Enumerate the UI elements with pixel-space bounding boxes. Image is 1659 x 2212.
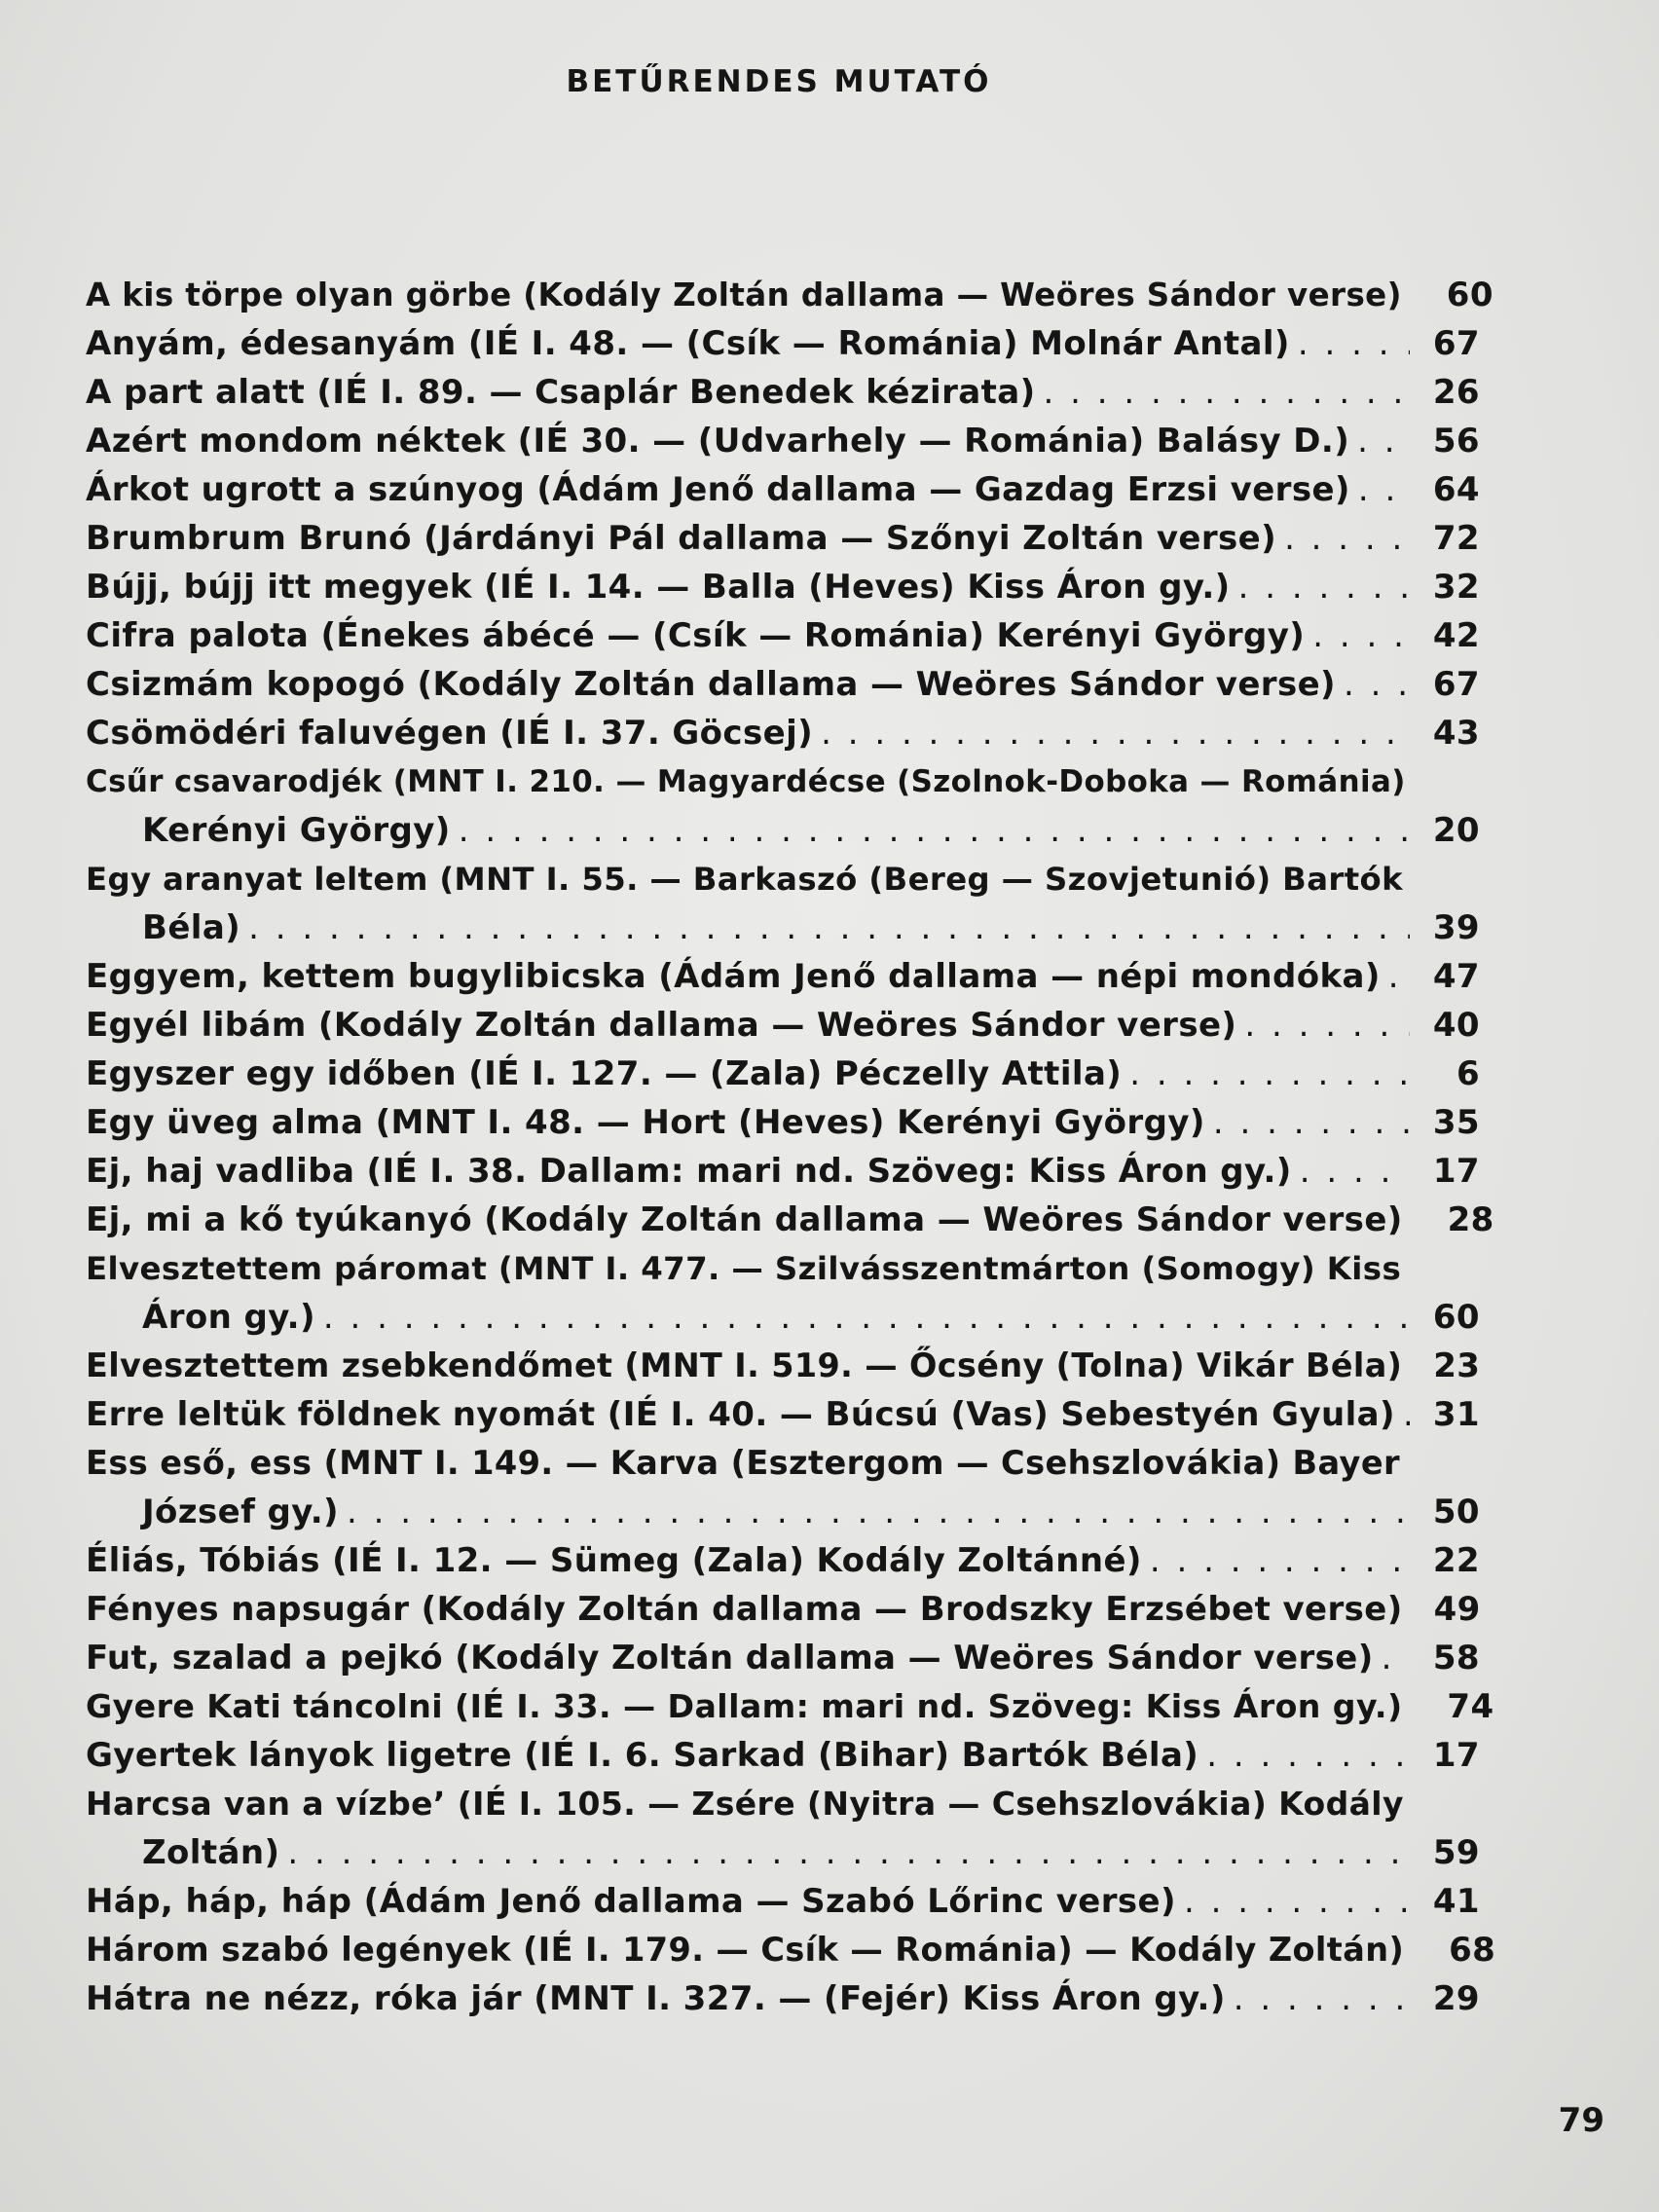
dot-leader <box>821 709 1410 757</box>
index-entry <box>86 952 1480 1001</box>
entry-title: Anyám, édesanyám (IÉ I. 48. — (Csík — Románia) Molnár Antal) <box>86 324 1290 363</box>
index-entry <box>86 660 1480 709</box>
entry-title: Ej, mi a kő tyúkanyó (Kodály Zoltán dallama — Weöres Sándor verse) <box>86 1200 1403 1239</box>
entry-title: Eggyem, kettem bugylibicska (Ádám Jenő dallama — népi mondóka) <box>86 957 1381 996</box>
entry-page: 67 <box>1432 324 1480 363</box>
dot-leader <box>1382 1634 1410 1682</box>
index-entry <box>86 514 1480 563</box>
dot-leader <box>1234 1974 1410 2023</box>
entry-page: 68 <box>1449 1931 1496 1970</box>
entry-page: 20 <box>1432 811 1480 850</box>
entry-title-line1: Csűr csavarodjék (MNT I. 210. — Magyardécse (Szolnok-Doboka — Románia) <box>86 764 1406 799</box>
dot-leader <box>1150 1536 1410 1585</box>
index-entry <box>86 1780 1480 1877</box>
index-entry <box>86 1196 1494 1244</box>
entry-title-line2: Béla) <box>142 908 241 947</box>
entry-page: 59 <box>1432 1833 1480 1872</box>
entry-title: Fut, szalad a pejkó (Kodály Zoltán dallama — Weöres Sándor verse) <box>86 1639 1374 1677</box>
dot-leader <box>1213 1098 1410 1147</box>
page-title: BETŰRENDES MUTATÓ <box>566 64 992 99</box>
entry-page: 43 <box>1432 714 1480 753</box>
dot-leader <box>1388 952 1410 1001</box>
index-entry <box>86 1926 1496 1974</box>
index-entry <box>86 1877 1480 1926</box>
dot-leader <box>1284 514 1410 563</box>
entry-page: 17 <box>1432 1736 1480 1775</box>
index-entry <box>86 1682 1494 1731</box>
entry-page: 42 <box>1432 616 1480 655</box>
entry-page: 67 <box>1432 665 1480 704</box>
dot-leader <box>347 1488 1410 1536</box>
entry-title: Gyere Kati táncolni (IÉ I. 33. — Dallam: mari nd. Szöveg: Kiss Áron gy.) <box>86 1687 1403 1725</box>
entry-title: Azért mondom néktek (IÉ 30. — (Udvarhely — Románia) Balásy D.) <box>86 422 1350 461</box>
entry-title: Csizmám kopogó (Kodály Zoltán dallama — Weöres Sándor verse) <box>86 665 1336 704</box>
entry-page: 31 <box>1432 1395 1480 1434</box>
entry-title-line2: Áron gy.) <box>142 1298 315 1337</box>
entry-title-line1: Ess eső, ess (MNT I. 149. — Karva (Esztergom — Csehszlovákia) Bayer <box>86 1444 1400 1482</box>
index-entry <box>86 271 1493 319</box>
entry-title: Cifra palota (Énekes ábécé — (Csík — Románia) Kerényi György) <box>86 616 1306 655</box>
entry-title: Bújj, bújj itt megyek (IÉ I. 14. — Balla (Heves) Kiss Áron gy.) <box>86 568 1231 607</box>
entry-title: Egyszer egy időben (IÉ I. 127. — (Zala) Péczelly Attila) <box>86 1054 1123 1093</box>
dot-leader <box>248 903 1410 952</box>
index-entry <box>86 1974 1480 2023</box>
entry-title: A kis törpe olyan görbe (Kodály Zoltán dallama — Weöres Sándor verse) <box>86 276 1402 313</box>
dot-leader <box>1044 368 1410 417</box>
page-number: 79 <box>1558 2101 1604 2140</box>
entry-title: Elvesztettem zsebkendőmet (MNT I. 519. — Őcsény (Tolna) Vikár Béla) <box>86 1346 1403 1384</box>
dot-leader <box>459 806 1410 855</box>
entry-title: Fényes napsugár (Kodály Zoltán dallama — Brodszky Erzsébet verse) <box>86 1590 1403 1629</box>
entry-title: Brumbrum Brunó (Járdányi Pál dallama — Szőnyi Zoltán verse) <box>86 519 1277 558</box>
entry-title: Csömödéri faluvégen (IÉ I. 37. Göcsej) <box>86 714 814 753</box>
entry-page: 74 <box>1447 1687 1494 1726</box>
index-entry <box>86 1536 1480 1585</box>
entry-page: 41 <box>1432 1882 1480 1921</box>
index-entry <box>86 1098 1480 1147</box>
index-entry <box>86 1001 1480 1050</box>
entry-page: 47 <box>1432 957 1480 996</box>
dot-leader <box>1344 660 1410 709</box>
alphabetical-index <box>86 271 1496 2023</box>
entry-page: 39 <box>1432 908 1480 947</box>
index-entry <box>86 855 1480 952</box>
dot-leader <box>1403 1390 1410 1439</box>
dot-leader <box>1244 1001 1410 1050</box>
dot-leader <box>1129 1050 1410 1098</box>
entry-title-line1: Harcsa van a vízbe’ (IÉ I. 105. — Zsére (Nyitra — Csehszlovákia) Kodály <box>86 1785 1404 1823</box>
index-entry <box>86 368 1480 417</box>
entry-title-line2: Zoltán) <box>142 1833 280 1872</box>
entry-title: Egyél libám (Kodály Zoltán dallama — Weöres Sándor verse) <box>86 1006 1237 1045</box>
entry-title: Hátra ne nézz, róka jár (MNT I. 327. — (Fejér) Kiss Áron gy.) <box>86 1979 1226 2018</box>
index-entry <box>86 1342 1480 1390</box>
dot-leader <box>1238 563 1410 611</box>
entry-title: Éliás, Tóbiás (IÉ I. 12. — Sümeg (Zala) Kodály Zoltánné) <box>86 1541 1142 1580</box>
index-entry <box>86 563 1480 611</box>
entry-page: 26 <box>1432 373 1480 412</box>
entry-page: 64 <box>1432 470 1480 509</box>
entry-page: 40 <box>1432 1006 1480 1045</box>
entry-title: Háp, háp, háp (Ádám Jenő dallama — Szabó Lőrinc verse) <box>86 1882 1176 1921</box>
dot-leader <box>1357 417 1410 465</box>
index-entry <box>86 1050 1480 1098</box>
dot-leader <box>1312 611 1410 660</box>
index-entry <box>86 757 1480 855</box>
entry-title: A part alatt (IÉ I. 89. — Csaplár Benedek kézirata) <box>86 373 1036 412</box>
index-entry <box>86 1390 1480 1439</box>
entry-title-line1: Egy aranyat leltem (MNT I. 55. — Barkaszó (Bereg — Szovjetunió) Bartók <box>86 861 1404 898</box>
index-entry <box>86 465 1480 514</box>
entry-title-line2: Kerényi György) <box>142 811 451 850</box>
entry-page: 35 <box>1432 1103 1480 1142</box>
entry-page: 22 <box>1432 1541 1480 1580</box>
entry-page: 50 <box>1432 1493 1480 1531</box>
entry-title: Egy üveg alma (MNT I. 48. — Hort (Heves) Kerényi György) <box>86 1103 1205 1142</box>
entry-page: 60 <box>1446 276 1493 314</box>
dot-leader <box>1300 1147 1410 1196</box>
index-entry <box>86 709 1480 757</box>
dot-leader <box>1184 1877 1410 1926</box>
entry-page: 17 <box>1432 1152 1480 1191</box>
dot-leader <box>1298 319 1410 368</box>
index-entry <box>86 1731 1480 1780</box>
index-entry <box>86 417 1480 465</box>
dot-leader <box>1358 465 1410 514</box>
index-entry <box>86 1634 1480 1682</box>
index-entry <box>86 1244 1480 1342</box>
entry-page: 28 <box>1447 1200 1494 1239</box>
entry-page: 23 <box>1433 1346 1481 1385</box>
entry-title: Árkot ugrott a szúnyog (Ádám Jenő dallama — Gazdag Erzsi verse) <box>86 470 1350 509</box>
entry-title-line1: Elvesztettem páromat (MNT I. 477. — Szilvásszentmárton (Somogy) Kiss <box>86 1250 1402 1287</box>
entry-page: 58 <box>1432 1639 1480 1677</box>
entry-page: 32 <box>1432 568 1480 607</box>
index-entry <box>86 1585 1480 1634</box>
entry-title-line2: József gy.) <box>142 1493 339 1531</box>
entry-page: 60 <box>1432 1298 1480 1337</box>
index-entry <box>86 1439 1480 1536</box>
entry-title: Három szabó legények (IÉ I. 179. — Csík — Románia) — Kodály Zoltán) <box>86 1931 1405 1969</box>
dot-leader <box>323 1293 1410 1342</box>
index-entry <box>86 319 1480 368</box>
entry-page: 49 <box>1433 1590 1481 1629</box>
entry-title: Ej, haj vadliba (IÉ I. 38. Dallam: mari nd. Szöveg: Kiss Áron gy.) <box>86 1152 1292 1191</box>
dot-leader <box>1206 1731 1410 1780</box>
entry-page: 6 <box>1456 1054 1480 1093</box>
entry-page: 56 <box>1432 422 1480 461</box>
entry-page: 29 <box>1432 1979 1480 2018</box>
entry-page: 72 <box>1432 519 1480 558</box>
index-entry <box>86 611 1480 660</box>
entry-title: Erre leltük földnek nyomát (IÉ I. 40. — Búcsú (Vas) Sebestyén Gyula) <box>86 1395 1395 1434</box>
entry-title: Gyertek lányok ligetre (IÉ I. 6. Sarkad (Bihar) Bartók Béla) <box>86 1736 1199 1775</box>
index-entry <box>86 1147 1480 1196</box>
dot-leader <box>287 1828 1410 1877</box>
